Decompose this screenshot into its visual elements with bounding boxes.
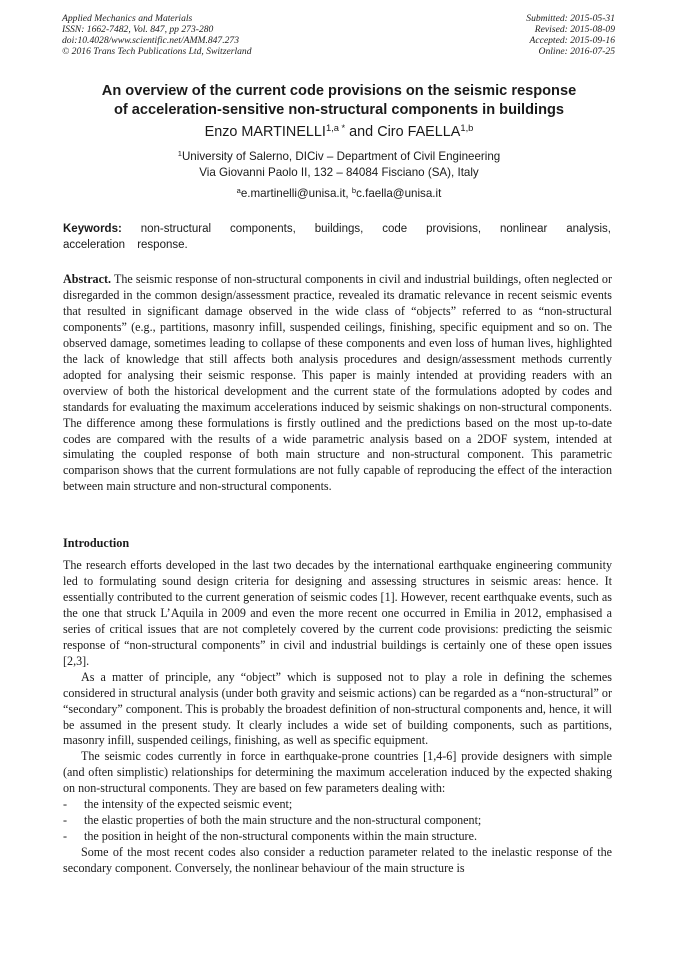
email-mark: a (236, 185, 241, 195)
author-affiliation-mark: 1,a * (325, 122, 346, 133)
journal-header-left (62, 14, 252, 58)
affiliation-mark: 1 (177, 148, 182, 158)
affiliation (40, 149, 638, 180)
parameter-list (63, 797, 612, 845)
email-mark: b (351, 185, 357, 195)
date-submitted: Submitted: 2015-05-31 (526, 13, 615, 24)
date-online: Online: 2016-07-25 (538, 45, 615, 57)
paragraph: As a matter of principle, any “object” which is supposed not to play a role in defining the schemes considered in structural analysis (under both gravity and seismic actions) can be regarded as a “non-structural” or “secondary” component. This is probably the broadest definition of non-structural components and, hence, it will be assumed in the present study. It clearly includes a wide set of building components, such as partitions, masonry infill, suspended ceilings, finishing, as well as specific equipment. (63, 669, 612, 748)
paragraph: The research efforts developed in the last two decades by the international earthquake engineering community led to formulating sound design criteria for designing and assessing structures in seismic areas: hence. It essentially contributed to the current generation of seismic codes [1]. However, recent earthquake events, such as the one that struck L’Aquila in 2009 and even the more recent one occurred in Emilia in 2012, emphasised a series of critical issues that are not completely covered by the current code provisions: predicting the seismic response of “non-structural components” in civil and industrial buildings is certainly one of these open issues [2,3]. (63, 558, 612, 668)
author-emails (40, 186, 638, 201)
list-marker: - (63, 829, 68, 844)
paper-title-line2: of acceleration-sensitive non-structural components in buildings (113, 102, 565, 118)
paragraph: Some of the most recent codes also consider a reduction parameter related to the inelastic response of the secondary component. Conversely, the nonlinear behaviour of the main structure is (63, 845, 612, 876)
list-item-text: the intensity of the expected seismic event; (84, 797, 293, 812)
keywords-label: Keywords: (63, 223, 122, 235)
journal-header-right (526, 14, 615, 58)
paper-title-line1: An overview of the current code provisions on the seismic response (101, 83, 577, 99)
section-heading: Introduction (63, 536, 130, 550)
email-link[interactable]: c.faella@unisa.it (356, 187, 442, 200)
abstract-text: The seismic response of non-structural components in civil and industrial buildings, often neglected or disregarded in the common design/assessment practice, revealed its dramatic relevance in recent seismic events that resulted in significant damage observed in the wide class of “objects” referred to as “non-structural components” (e.g., partitions, masonry infill, suspended ceilings, finishing, specific equipment and so on. The observed damage, sometimes leading to collapse of these components and even loss of human lives, highlighted the lack of knowledge that still affects both analysis procedures and design/assessment methods currently adopted for analysing their seismic response. This paper is mainly intended at providing readers with an overview of both the historical development and the current state of the formulations adopted by codes and standards for evaluating the maximum accelerations induced by seismic shakings on non-structural components. The difference among these formulations is firstly outlined and the predictions based on the most up-to-date codes are compared with the results of a wide parametric analysis based on a 2DOF system, intended at simulating the coupled response of both main structure and non-structural component. This parametric comparison shows that the current formulations are not fully capable of reproducing the effect of the interaction between main structure and non-structural components. (63, 272, 612, 494)
author-connector: and (345, 124, 378, 140)
journal-copyright: © 2016 Trans Tech Publications Ltd, Switzerland (62, 45, 252, 57)
date-revised: Revised: 2015-08-09 (534, 23, 615, 35)
journal-name: Applied Mechanics and Materials (62, 13, 193, 24)
paragraph: The seismic codes currently in force in earthquake-prone countries [1,4-6] provide designers with simple (and often simplistic) relationships for determining the maximum acceleration induced by the expected shaking on non-structural components. They are based on few parameters dealing with: (63, 749, 612, 796)
list-item-text: the elastic properties of both the main structure and the non-structural component; (84, 813, 482, 828)
introduction-body (63, 558, 612, 877)
author-affiliation-mark: 1,b (460, 122, 474, 133)
keywords-text: non-structural components, buildings, code provisions, nonlinear analysis, acceleration response. (63, 223, 611, 251)
list-item (63, 829, 612, 845)
abstract-label: Abstract. (63, 272, 112, 286)
list-marker: - (63, 797, 68, 812)
list-item (63, 813, 612, 829)
date-accepted: Accepted: 2015-09-16 (529, 34, 615, 46)
author-name: Enzo MARTINELLI (204, 124, 326, 140)
author-name: Ciro FAELLA (377, 124, 461, 140)
author-list (40, 123, 638, 142)
affiliation-line1: University of Salerno, DICiv – Department of Civil Engineering (181, 150, 501, 163)
list-item (63, 797, 612, 813)
affiliation-line2: Via Giovanni Paolo II, 132 – 84084 Fisciano (SA), Italy (199, 165, 479, 179)
paper-title (40, 82, 638, 120)
list-item-text: the position in height of the non-structural components within the main structure. (84, 829, 477, 844)
keywords (63, 222, 611, 253)
journal-doi: doi:10.4028/www.scientific.net/AMM.847.273 (62, 34, 240, 46)
abstract (63, 272, 612, 495)
email-link[interactable]: e.martinelli@unisa.it, (240, 187, 352, 200)
list-marker: - (63, 813, 68, 828)
journal-issn: ISSN: 1662-7482, Vol. 847, pp 273-280 (62, 23, 214, 35)
